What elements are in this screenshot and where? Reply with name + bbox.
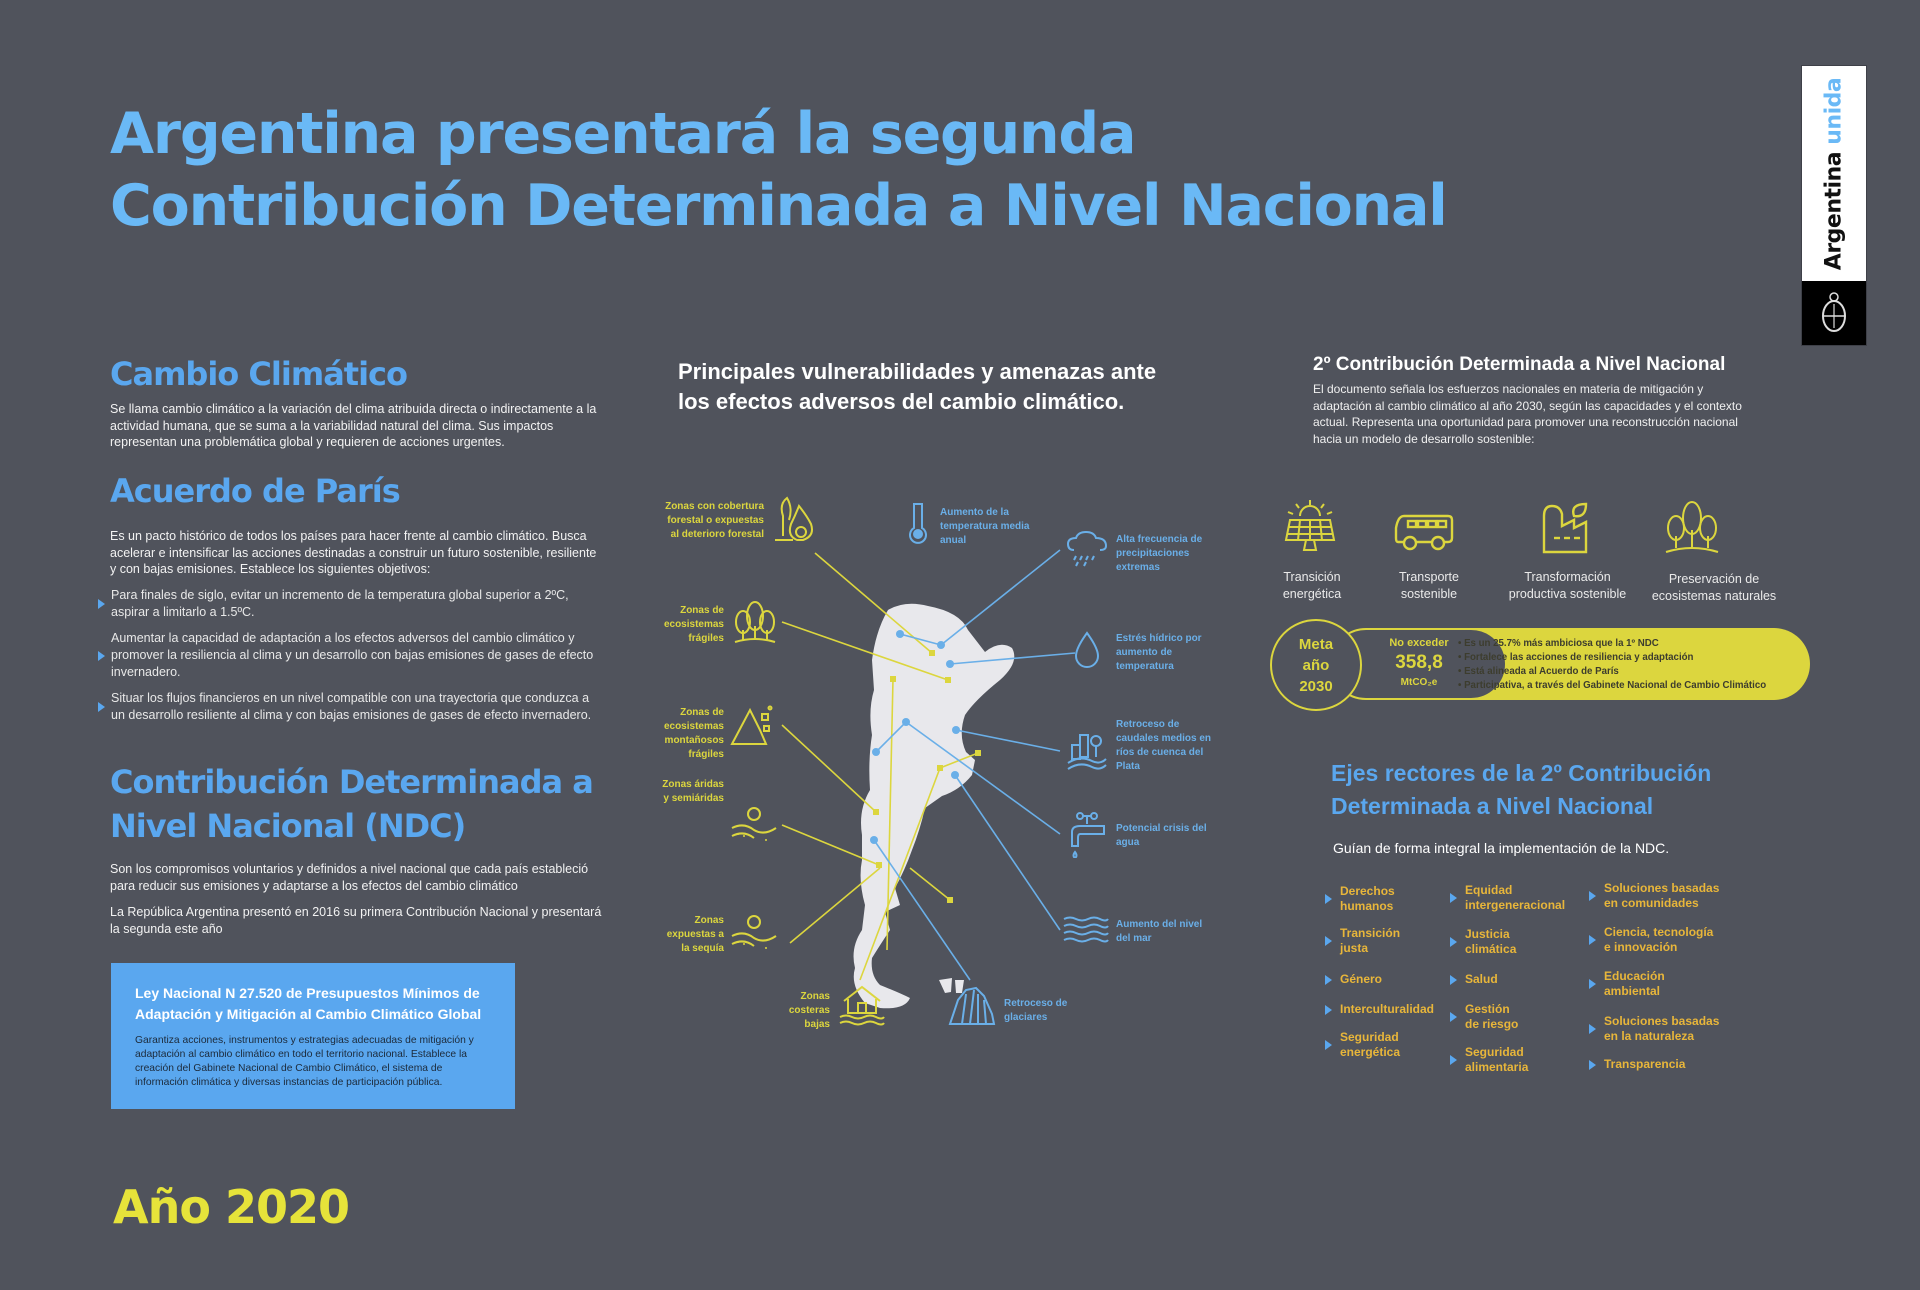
eje-item: Transición justa (1340, 926, 1400, 956)
ndc2-title: 2º Contribución Determinada a Nivel Nacional (1313, 354, 1726, 375)
bullet-triangle-icon (1589, 979, 1596, 989)
bullet-triangle-icon (1589, 1024, 1596, 1034)
law-title: Ley Nacional N 27.520 de Presupuestos Mínimos de Adaptación y Mitigación al Cambio Climático Global (135, 985, 482, 1022)
ndc-body-1: Son los compromisos voluntarios y definidos a nivel nacional que cada país estableció para reducir sus emisiones y adaptarse a los efectos del cambio climático (110, 862, 589, 893)
cambio-body: Se llama cambio climático a la variación del clima atribuida directa o indirectamente a la actividad humana, que se suma a la variabilidad natural del clima. Sus impactos representan una problemática global y requieren de acciones urgentes. (110, 402, 597, 449)
forest-fire-icon (773, 496, 819, 544)
bullet-triangle-icon (1450, 937, 1457, 947)
bullet-triangle-icon (1589, 935, 1596, 945)
paris-body: Es un pacto histórico de todos los países para hacer frente al cambio climático. Busca acelerar e intensificar las acciones destinadas a construir un futuro sostenible, resiliente y con bajas emisiones. Establece los siguientes objetivos: (110, 529, 597, 576)
thermometer-icon (908, 500, 928, 544)
city-river-icon (1066, 733, 1108, 773)
eje-item: Ciencia, tecnología e innovación (1604, 925, 1713, 955)
goal-year-badge: Meta año 2030 (1270, 619, 1362, 711)
goal-bullet-list (1458, 637, 1766, 693)
bus-icon (1394, 512, 1454, 552)
ejes-subtitle: Guían de forma integral la implementación de la NDC. (1333, 840, 1670, 856)
waves-icon (1062, 915, 1110, 945)
zone-label-forestal: Zonas con cobertura forestal o expuestas al deterioro forestal (665, 501, 764, 540)
page-title-line2: Contribución Determinada a Nivel Nacional (110, 173, 1447, 239)
eje-item: Soluciones basadas en la naturaleza (1604, 1014, 1719, 1044)
cambio-title: Cambio Climático (110, 355, 407, 393)
goal-limit-label: No exceder (1389, 637, 1449, 649)
pillar-transporte: Transporte sostenible (1399, 570, 1459, 601)
eje-item: Seguridad energética (1340, 1030, 1400, 1060)
logo-text-accent: unida (1821, 77, 1847, 145)
bullet-triangle-icon (1325, 936, 1332, 946)
eje-item: Justicia climática (1465, 927, 1516, 957)
threat-label-caudales: Retroceso de caudales medios en ríos de cuenca del Plata (1116, 719, 1212, 772)
bullet-triangle-icon (1589, 891, 1596, 901)
goal-bullet: • Está alineada al Acuerdo de París (1458, 666, 1619, 677)
threat-label-glaciares: Retroceso de glaciares (1004, 998, 1068, 1023)
ndc2-body: El documento señala los esfuerzos nacionales en materia de mitigación y adaptación al cambio climático al año 2030, según las capacidades y el contexto actual. Representa una oportunidad para promover una reconstrucción nacional hacia un modelo de desarrollo sostenible: (1313, 382, 1742, 446)
trees-icon (733, 600, 777, 646)
eje-item: Seguridad alimentaria (1465, 1045, 1528, 1075)
law-body: Garantiza acciones, instrumentos y estrategias adecuadas de mitigación y adaptación al cambio climático en todo el territorio nacional. Establece la creación del Gabinete Nacional de Cambio Climático, el sistema de información climática y diversas instancias de participación pública. (135, 1035, 474, 1088)
glacier-icon (948, 986, 996, 1026)
zone-label-costeras: Zonas costeras bajas (788, 991, 830, 1030)
ndc-title: Contribución Determinada a Nivel Nacional (NDC) (110, 763, 593, 845)
bullet-triangle-icon (1450, 975, 1457, 985)
bullet-triangle-icon (1589, 1060, 1596, 1070)
ndc-body-2: La República Argentina presentó en 2016 su primera Contribución Nacional y presentará la segunda este año (110, 905, 602, 936)
zone-label-fragiles: Zonas de ecosistemas frágiles (663, 605, 724, 644)
objective-item: Aumentar la capacidad de adaptación a los efectos adversos del cambio climático y promover la resiliencia al clima y un desarrollo con bajas emisiones de gases de efecto invernadero. (111, 630, 606, 681)
bullet-triangle-icon (1325, 975, 1332, 985)
eje-item: Género (1340, 972, 1382, 987)
eje-item: Soluciones basadas en comunidades (1604, 881, 1719, 911)
arid-sun-icon (730, 806, 778, 844)
pillar-preservacion: Preservación de ecosistemas naturales (1651, 572, 1777, 603)
eje-item: Salud (1465, 972, 1498, 987)
zone-label-montanosos: Zonas de ecosistemas montañosos frágiles (663, 707, 724, 760)
eje-item: Transparencia (1604, 1057, 1685, 1072)
goal-limit (1366, 636, 1472, 690)
threat-label-nivel-mar: Aumento del nivel del mar (1116, 919, 1203, 944)
bullet-triangle-icon (1450, 1055, 1457, 1065)
argentina-map-shape (854, 604, 1015, 1009)
threat-label-temperatura: Aumento de la temperatura media anual (940, 507, 1030, 546)
water-drop-icon (1072, 630, 1102, 670)
ejes-title: Ejes rectores de la 2º Contribución Determinada a Nivel Nacional (1331, 760, 1712, 819)
mountain-landslide-icon (730, 704, 776, 748)
factory-leaf-icon (1540, 502, 1590, 554)
flooded-house-icon (838, 983, 886, 1029)
eje-item: Interculturalidad (1340, 1002, 1434, 1017)
threat-label-precipitaciones: Alta frecuencia de precipitaciones extremas (1116, 534, 1203, 573)
bullet-triangle-icon (1450, 893, 1457, 903)
pillar-transformacion: Transformación productiva sostenible (1508, 570, 1627, 601)
eje-item: Educación ambiental (1604, 969, 1665, 999)
paris-title: Acuerdo de París (110, 472, 400, 510)
bullet-triangle-icon (1325, 894, 1332, 904)
trees-icon (1664, 500, 1720, 556)
goal-bullet: • Fortalece las acciones de resiliencia y adaptación (1458, 652, 1694, 663)
page-title-line1: Argentina presentará la segunda (110, 101, 1136, 167)
goal-bullet: • Participativa, a través del Gabinete Nacional de Cambio Climático (1458, 680, 1767, 691)
objective-item: Para finales de siglo, evitar un incremento de la temperatura global superior a 2ºC, aspirar a limitarlo a 1.5ºC. (111, 587, 606, 621)
eje-item: Gestión de riesgo (1465, 1002, 1518, 1032)
rain-cloud-icon (1066, 530, 1110, 568)
zone-label-aridas: Zonas áridas y semiáridas (662, 779, 724, 804)
year-label: Año 2020 (113, 1180, 349, 1234)
pillar-transicion: Transición energética (1282, 570, 1342, 601)
solar-panel-icon (1282, 500, 1338, 556)
zone-label-sequia: Zonas expuestas a la sequía (666, 915, 724, 954)
bullet-triangle-icon (1325, 1040, 1332, 1050)
eje-item: Derechos humanos (1340, 884, 1395, 914)
vulnerabilities-title: Principales vulnerabilidades y amenazas ante los efectos adversos del cambio climático. (678, 359, 1157, 414)
objective-item: Situar los flujos financieros en un nivel compatible con una trayectoria que conduzca a un desarrollo resiliente al clima y con bajas emisiones de gases de efecto invernadero. (111, 690, 606, 724)
faucet-icon (1068, 812, 1108, 858)
logo-text-main: Argentina (1821, 151, 1847, 271)
bullet-triangle-icon (1325, 1005, 1332, 1015)
drought-sun-icon (730, 914, 778, 952)
goal-bullet: • Es un 25.7% más ambiciosa que la 1º NDC (1458, 638, 1659, 649)
goal-limit-unit: MtCO₂e (1400, 677, 1438, 688)
threat-label-crisis-agua: Potencial crisis del agua (1116, 823, 1207, 848)
goal-limit-value: 358,8 (1395, 652, 1443, 673)
eje-item: Equidad intergeneracional (1465, 883, 1565, 913)
threat-label-estres-hidrico: Estrés hídrico por aumento de temperatura (1116, 633, 1202, 672)
bullet-triangle-icon (1450, 1012, 1457, 1022)
